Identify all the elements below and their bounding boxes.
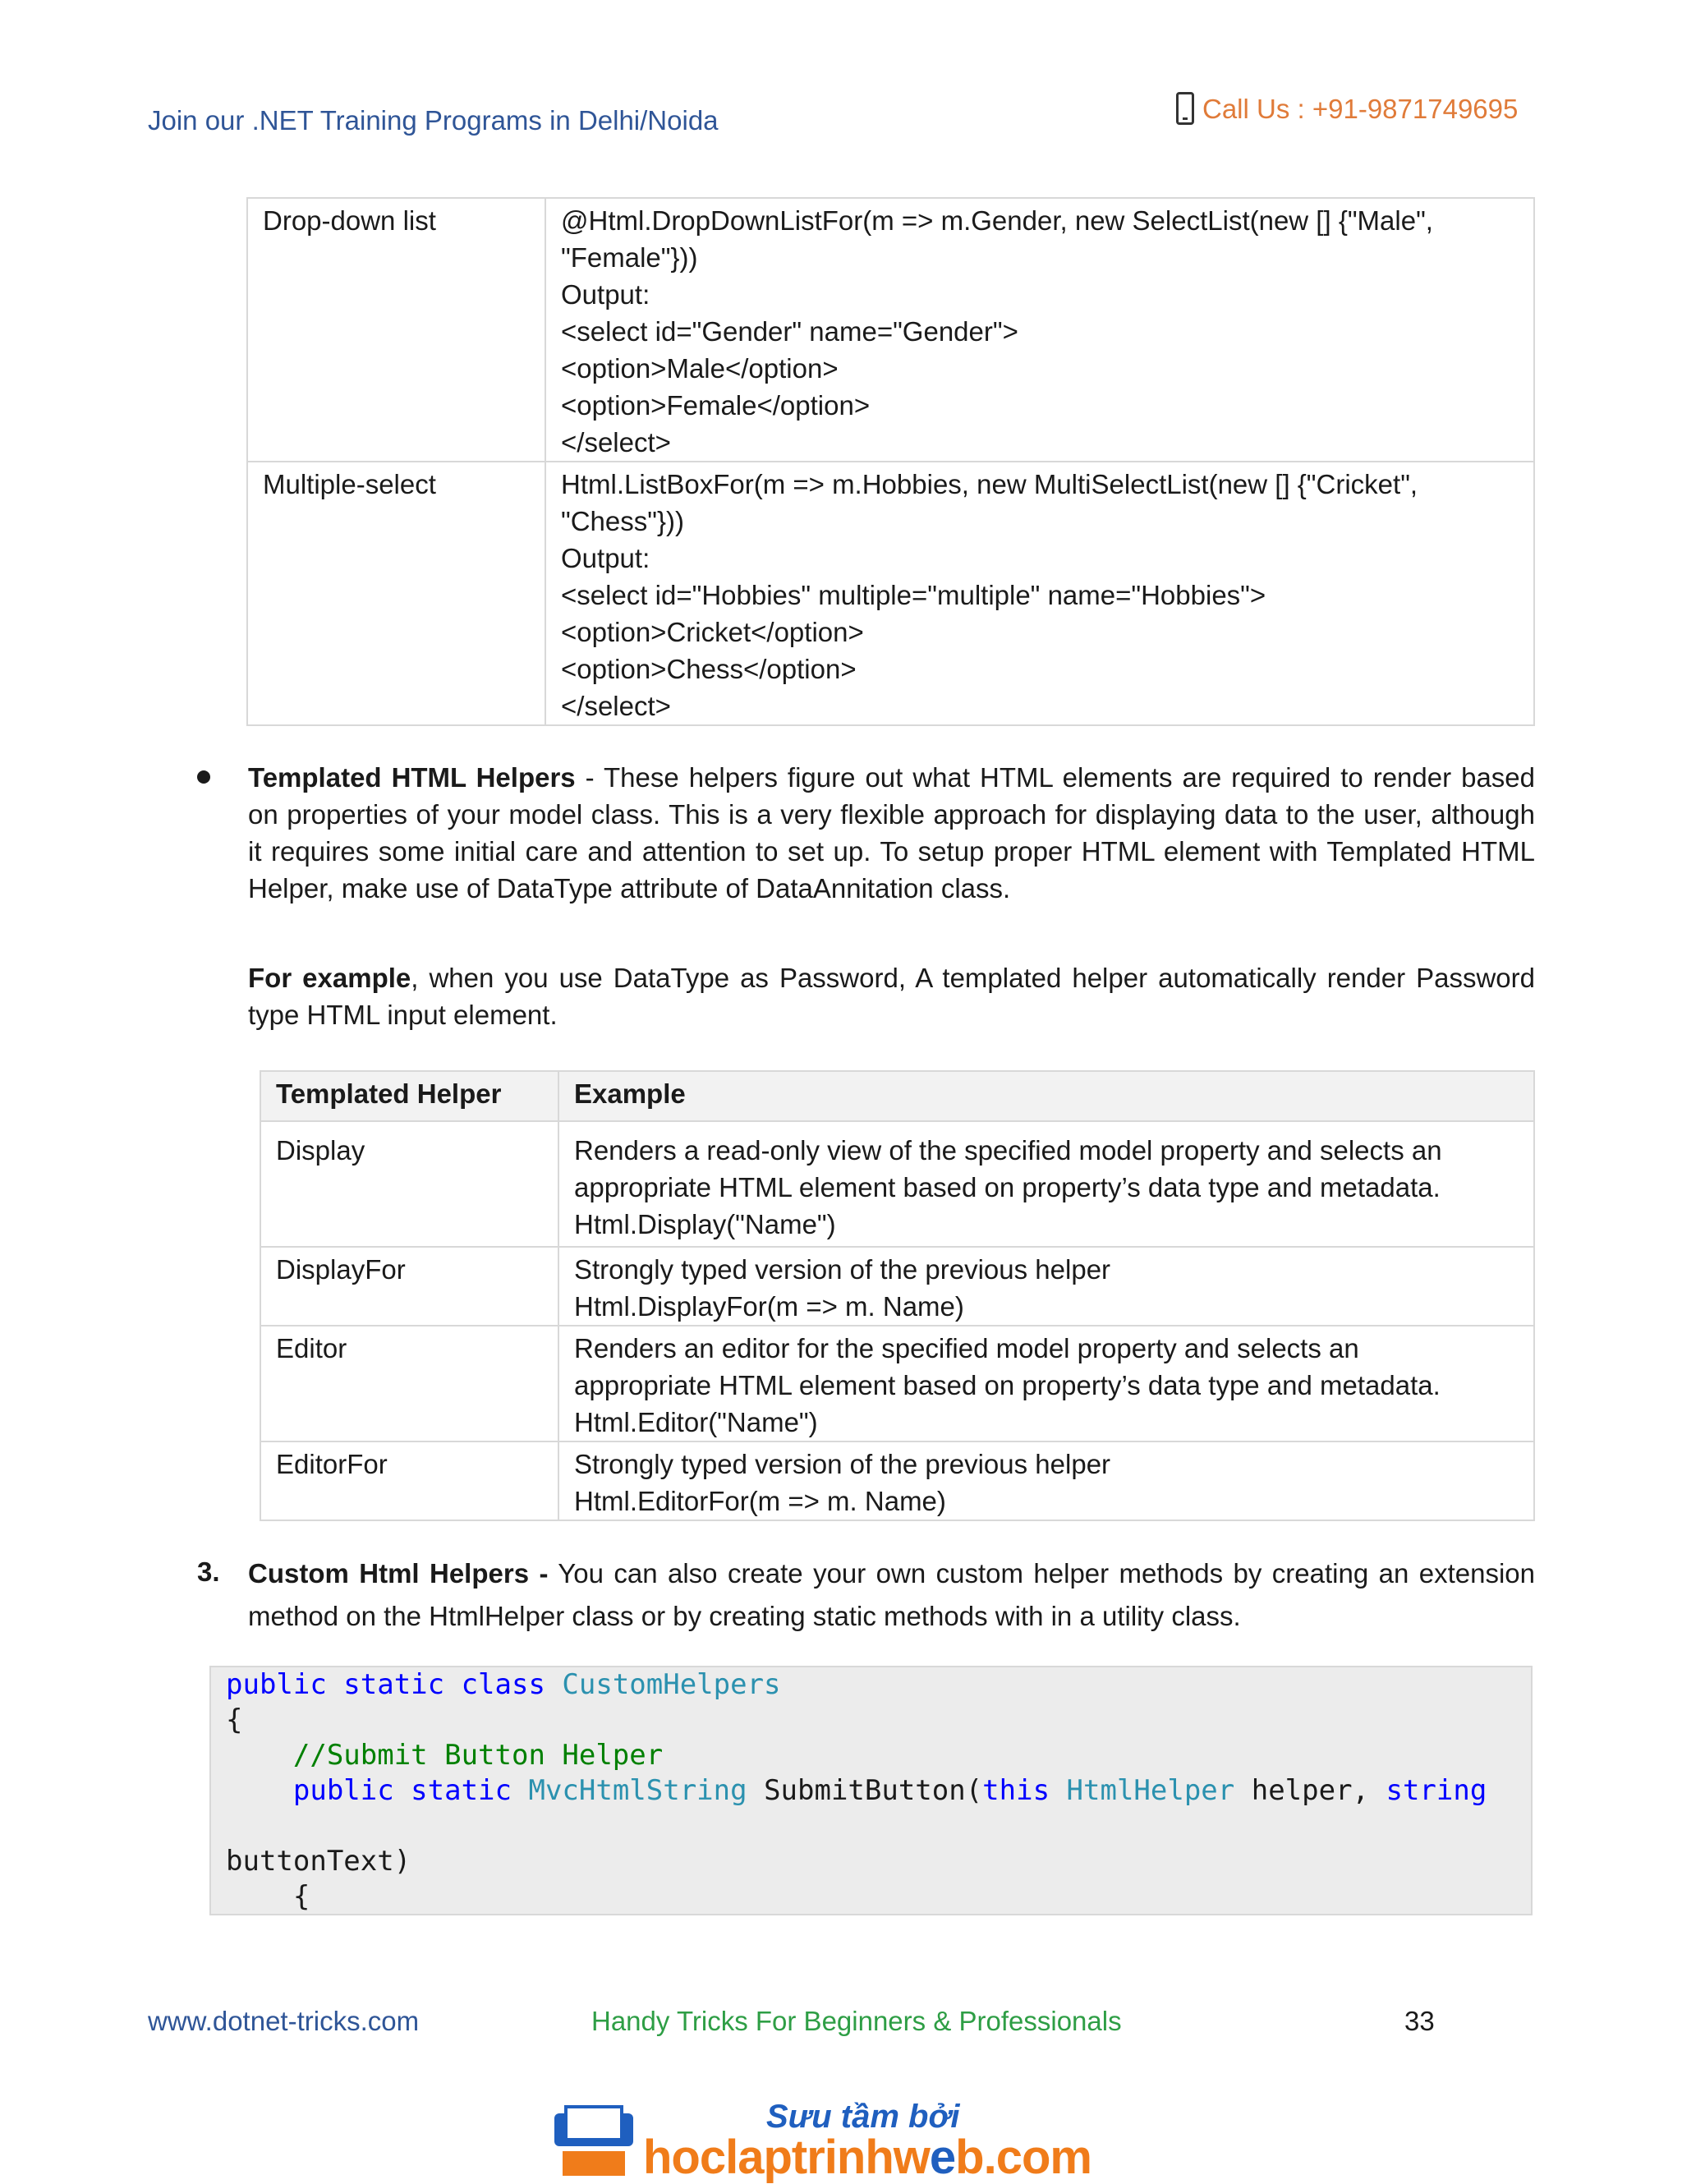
code-keyword: this (982, 1774, 1050, 1807)
code-line: <option>Chess</option> (561, 654, 857, 684)
code-line: "Female"})) (561, 242, 698, 273)
watermark-logo (554, 2099, 1091, 2184)
helper-name-cell: Display (260, 1121, 558, 1247)
table-row (247, 462, 1534, 725)
code-line: Output: (561, 543, 650, 573)
header-call-text: Call Us : +91-9871749695 (1202, 94, 1519, 124)
code-line: <select id="Hobbies" multiple="multiple" name="Hobbies"> (561, 580, 1266, 610)
logo-part: b.com (955, 2131, 1091, 2184)
code-line: Html.ListBoxFor(m => m.Hobbies, new MultiSelectList(new [] {"Cricket", (561, 469, 1418, 499)
table-header-row (260, 1071, 1534, 1121)
list-number: 3. (197, 1556, 220, 1587)
custom-helpers-text: You can also create your own custom helper methods by creating an extension method on the HtmlHelper class or by creating static methods with in a utility class. (248, 1558, 1535, 1631)
code-line: { (226, 1704, 243, 1736)
code-text: SubmitButton( (747, 1774, 983, 1807)
code-line: Output: (561, 279, 650, 310)
table-row (247, 198, 1534, 462)
helper-name-cell: Editor (260, 1326, 558, 1441)
code-keyword: public static class (226, 1668, 545, 1701)
code-blank-line (226, 1809, 1531, 1844)
code-line: </select> (561, 427, 671, 457)
code-line: <select id="Gender" name="Gender"> (561, 316, 1018, 347)
code-line: @Html.DropDownListFor(m => m.Gender, new SelectList(new [] {"Male", (561, 205, 1433, 236)
bullet-icon (197, 770, 210, 784)
table-row (260, 1247, 1534, 1326)
text-line: appropriate HTML element based on property’s data type and metadata. (574, 1370, 1441, 1400)
templated-helpers-paragraph (248, 759, 1535, 907)
logo-caption: Sưu tầm bởi (766, 2099, 960, 2135)
helper-example-cell (558, 1326, 1534, 1441)
helper-example-cell (545, 462, 1534, 725)
footer-tagline: Handy Tricks For Beginners & Professionals (591, 2006, 1122, 2036)
text-line: Html.Display("Name") (574, 1209, 836, 1239)
table-row (260, 1326, 1534, 1441)
code-type: HtmlHelper (1066, 1774, 1235, 1807)
code-line: </select> (561, 691, 671, 721)
code-comment: //Submit Button Helper (226, 1739, 664, 1772)
text-line: Html.DisplayFor(m => m. Name) (574, 1291, 964, 1322)
column-header: Example (558, 1071, 1534, 1121)
html-helpers-table (246, 197, 1535, 726)
logo-part: hoclaptrinhw (643, 2131, 930, 2184)
column-header: Templated Helper (260, 1071, 558, 1121)
code-keyword: string (1386, 1774, 1487, 1807)
helper-example-cell (558, 1441, 1534, 1520)
example-bold: For example (248, 963, 411, 993)
logo-part: e (929, 2131, 956, 2184)
helper-name-cell: Multiple-select (247, 462, 545, 725)
header-contact (1176, 92, 1518, 125)
logo-site-name (643, 2131, 1091, 2184)
code-line: <option>Male</option> (561, 353, 839, 384)
code-line (226, 1667, 1531, 1703)
text-line: Renders an editor for the specified model property and selects an (574, 1333, 1359, 1363)
helper-name-cell: Drop-down list (247, 198, 545, 462)
code-line (226, 1773, 1531, 1809)
templated-helpers-table (260, 1070, 1535, 1521)
text-line: Strongly typed version of the previous helper (574, 1449, 1111, 1479)
helper-example-cell (558, 1121, 1534, 1247)
code-keyword: public static (292, 1774, 512, 1807)
code-line: { (226, 1880, 310, 1913)
code-line: <option>Cricket</option> (561, 617, 864, 647)
code-type: CustomHelpers (562, 1668, 781, 1701)
footer-url: www.dotnet-tricks.com (148, 2006, 420, 2036)
code-block (209, 1666, 1533, 1915)
table-row (260, 1121, 1534, 1247)
text-line: appropriate HTML element based on property’s data type and metadata. (574, 1172, 1441, 1202)
code-indent (226, 1774, 293, 1807)
code-line: buttonText) (226, 1845, 411, 1878)
code-text: helper, (1234, 1774, 1386, 1807)
header-training-text: Join our .NET Training Programs in Delhi/Noida (148, 105, 719, 136)
templated-helpers-text: - These helpers figure out what HTML elements are required to render based on properties of your model class. This is a very flexible approach for displaying data to the user, although it requires some initial care and attention to set up. To setup proper HTML element with Templated HTML Helper, make use of DataType attribute of DataAnnitation class. (248, 762, 1535, 903)
helper-example-cell (558, 1247, 1534, 1326)
text-line: Strongly typed version of the previous helper (574, 1254, 1111, 1285)
helper-name-cell: DisplayFor (260, 1247, 558, 1326)
helper-example-cell (545, 198, 1534, 462)
printer-icon (554, 2105, 633, 2181)
page-number: 33 (1404, 2006, 1435, 2036)
templated-helpers-title: Templated HTML Helpers (248, 762, 576, 793)
code-line: "Chess"})) (561, 506, 684, 536)
code-type: MvcHtmlString (528, 1774, 747, 1807)
table-row (260, 1441, 1534, 1520)
phone-icon (1176, 92, 1194, 125)
example-text: , when you use DataType as Password, A templated helper automatically render Password type HTML input element. (248, 963, 1535, 1030)
logo-text (643, 2099, 1091, 2184)
custom-helpers-paragraph (248, 1552, 1535, 1638)
text-line: Html.EditorFor(m => m. Name) (574, 1486, 946, 1516)
text-line: Renders a read-only view of the specified model property and selects an (574, 1135, 1442, 1166)
example-paragraph (248, 959, 1535, 1033)
custom-helpers-title: Custom Html Helpers - (248, 1558, 549, 1589)
text-line: Html.Editor("Name") (574, 1407, 818, 1437)
code-line: <option>Female</option> (561, 390, 871, 421)
helper-name-cell: EditorFor (260, 1441, 558, 1520)
